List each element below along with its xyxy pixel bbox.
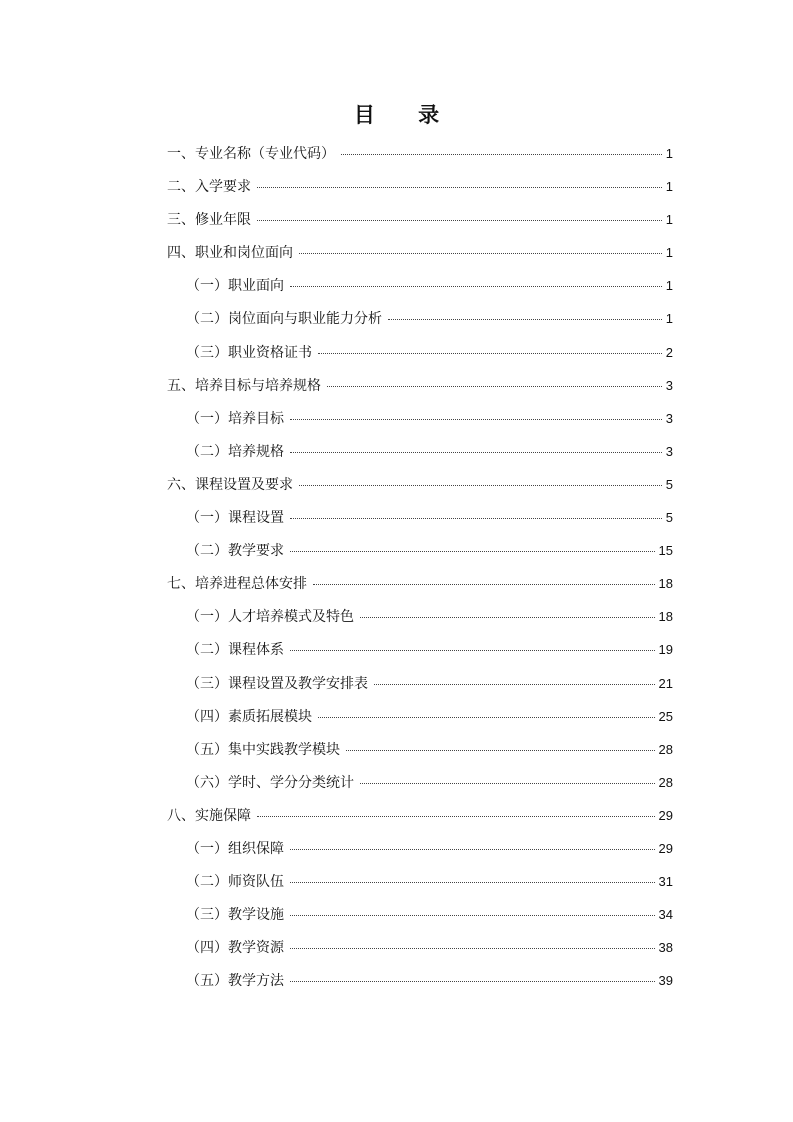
toc-entry-label: （二）教学要求 [186,543,284,560]
toc-entry[interactable] [167,766,673,799]
toc-entry-label: （四）教学资源 [186,940,284,957]
toc-dot-leader [290,947,655,949]
toc-entry-page-number: 31 [658,874,673,890]
toc-entry[interactable] [167,898,673,931]
toc-entry[interactable] [167,865,673,898]
toc-entry-label: 四、职业和岗位面向 [167,245,293,262]
toc-dot-leader [290,418,662,420]
toc-entry[interactable] [167,501,673,534]
toc-entry-label: （二）岗位面向与职业能力分析 [186,311,382,328]
toc-entry-page-number: 18 [658,609,673,625]
toc-entry-page-number: 1 [665,245,673,261]
toc-entry-page-number: 1 [665,311,673,327]
toc-entry-label: （二）师资队伍 [186,874,284,891]
toc-title: 目 录 [353,103,458,127]
toc-entry-label: （二）课程体系 [186,642,284,659]
toc-entry-label: （三）教学设施 [186,907,284,924]
toc-entry-label: 七、培养进程总体安排 [167,576,307,593]
toc-entry-page-number: 5 [665,510,673,526]
toc-entry-page-number: 34 [658,907,673,923]
toc-entry[interactable] [167,236,673,269]
toc-dot-leader [388,318,662,320]
toc-dot-leader [299,484,662,486]
toc-dot-leader [290,980,655,982]
toc-entry-label: （二）培养规格 [186,443,284,460]
toc-entry-page-number: 29 [658,840,673,856]
toc-dot-leader [290,285,662,287]
toc-dot-leader [313,583,655,585]
toc-dot-leader [318,352,662,354]
toc-entry[interactable] [167,964,673,997]
toc-entry-label: 五、培养目标与培养规格 [167,377,321,394]
toc-entry-label: 三、修业年限 [167,212,251,229]
toc-entry[interactable] [167,435,673,468]
toc-entry[interactable] [167,203,673,236]
toc-dot-leader [290,451,662,453]
toc-dot-leader [257,219,662,221]
toc-dot-leader [290,848,655,850]
toc-dot-leader [374,683,655,685]
toc-entry[interactable] [167,336,673,369]
toc-entry-page-number: 5 [665,476,673,492]
toc-entry[interactable] [167,369,673,402]
toc-dot-leader [290,550,655,552]
toc-entry[interactable] [167,832,673,865]
toc-entry-page-number: 3 [665,410,673,426]
toc-entry-page-number: 25 [658,708,673,724]
toc-dot-leader [257,815,655,817]
toc-entry-page-number: 1 [665,146,673,161]
toc-dot-leader [299,252,662,254]
toc-entry-page-number: 19 [658,642,673,658]
toc-dot-leader [341,153,662,155]
toc-entry[interactable] [167,600,673,633]
toc-entry-label: （三）课程设置及教学安排表 [186,675,368,692]
toc-entry[interactable] [167,931,673,964]
toc-entry[interactable] [167,534,673,567]
toc-entry-page-number: 29 [658,807,673,823]
toc-dot-leader [290,881,655,883]
toc-entry-label: （一）组织保障 [186,840,284,857]
toc-entry[interactable] [167,733,673,766]
toc-dot-leader [360,782,655,784]
toc-entry[interactable] [167,667,673,700]
toc-dot-leader [346,749,655,751]
toc-entry-label: （一）职业面向 [186,278,284,295]
toc-entry-page-number: 1 [665,278,673,294]
toc-entry-page-number: 28 [658,741,673,757]
toc-entry-label: （五）集中实践教学模块 [186,741,340,758]
toc-entry-page-number: 1 [665,212,673,228]
toc-entry-page-number: 39 [658,973,673,989]
toc-dot-leader [257,186,662,188]
toc-entry-label: （五）教学方法 [186,973,284,990]
toc-entry[interactable] [167,468,673,501]
toc-entry-page-number: 21 [658,675,673,691]
toc-entry-page-number: 2 [665,344,673,360]
toc-entry[interactable] [167,170,673,203]
toc-dot-leader [290,914,655,916]
toc-entry-page-number: 15 [658,543,673,559]
toc-entry-page-number: 18 [658,576,673,592]
toc-entry[interactable] [167,302,673,335]
toc-entry-label: 八、实施保障 [167,807,251,824]
toc-entry-page-number: 38 [658,940,673,956]
toc-entry-page-number: 3 [665,377,673,393]
toc-entry[interactable] [167,402,673,435]
toc-entry-page-number: 3 [665,443,673,459]
toc-entry[interactable] [167,269,673,302]
toc-entry-label: （一）课程设置 [186,510,284,527]
toc-list [167,137,673,997]
toc-entry[interactable] [167,633,673,666]
toc-entry[interactable] [167,799,673,832]
toc-entry-label: 一、专业名称（专业代码） [167,146,335,162]
toc-entry-label: （一）培养目标 [186,410,284,427]
toc-entry-label: （三）职业资格证书 [186,344,312,361]
toc-entry[interactable] [167,567,673,600]
toc-entry-label: 二、入学要求 [167,179,251,196]
toc-dot-leader [318,716,655,718]
toc-entry-label: （一）人才培养模式及特色 [186,609,354,626]
toc-dot-leader [290,517,662,519]
toc-dot-leader [360,616,655,618]
toc-dot-leader [327,385,662,387]
toc-entry-page-number: 1 [665,179,673,195]
toc-entry[interactable] [167,137,673,170]
toc-entry-label: （六）学时、学分分类统计 [186,774,354,791]
toc-entry-label: （四）素质拓展模块 [186,708,312,725]
toc-entry-label: 六、课程设置及要求 [167,476,293,493]
toc-entry[interactable] [167,700,673,733]
toc-entry-page-number: 28 [658,774,673,790]
toc-dot-leader [290,649,655,651]
